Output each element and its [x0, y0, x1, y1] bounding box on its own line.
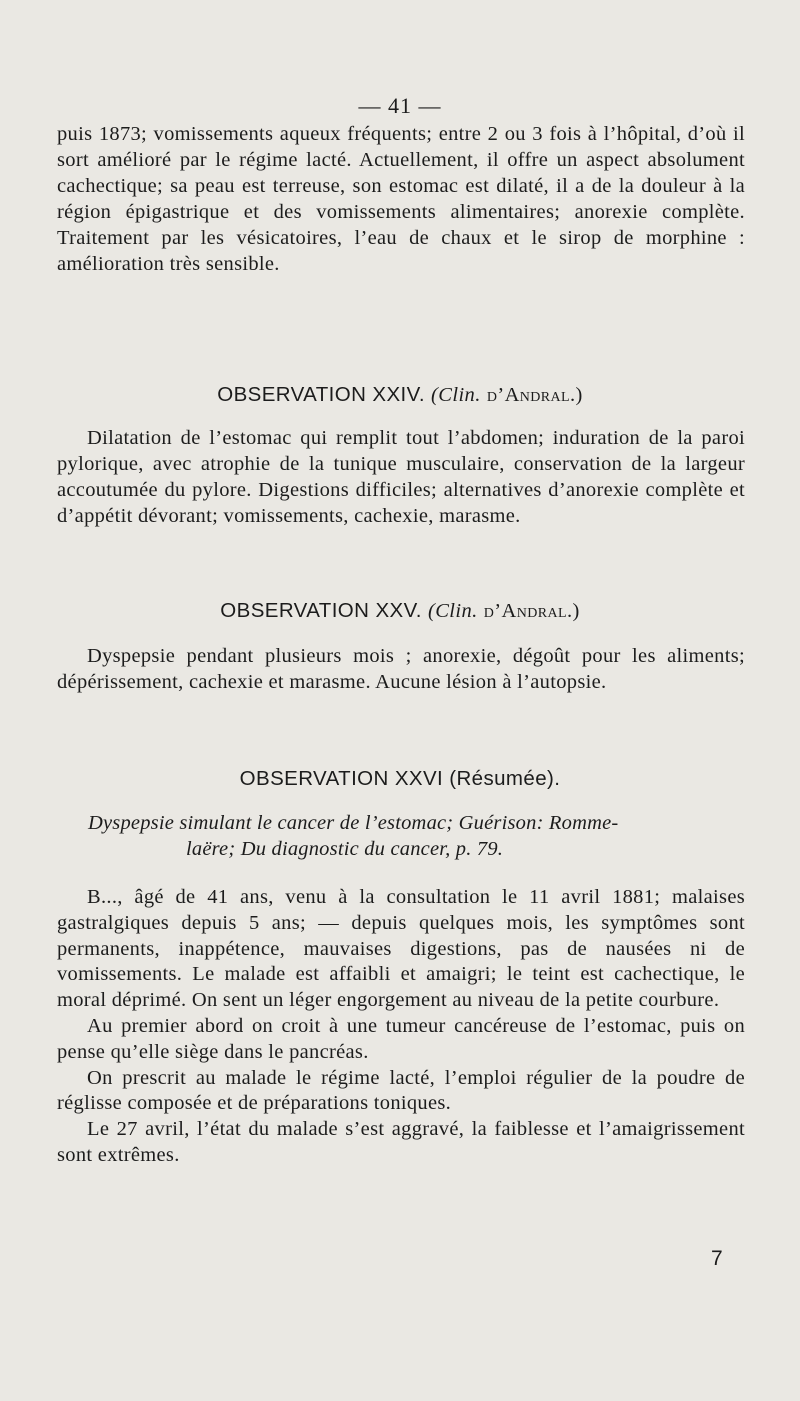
observation-26-reference — [88, 810, 746, 862]
observation-24-heading — [0, 383, 800, 407]
observation-26-paragraph-4: Le 27 avril, l’état du malade s’est aggravé, la faiblesse et l’amaigrissement sont extrêmes. — [57, 1118, 745, 1166]
observation-26-title: OBSERVATION XXVI (Résumée). — [239, 767, 561, 790]
observation-25-block — [57, 643, 745, 695]
observation-24-clin: (Clin. — [431, 384, 481, 406]
observation-25-clin: (Clin. — [428, 600, 478, 622]
observation-24-title: OBSERVATION XXIV. — [217, 383, 425, 406]
page-number: — 41 — — [358, 93, 442, 118]
intro-paragraph-block — [57, 121, 745, 277]
observation-25-title: OBSERVATION XXV. — [220, 599, 422, 622]
observation-25-heading — [0, 599, 800, 623]
observation-26-reference-line2: laëre; Du diagnostic du cancer, p. 79. — [186, 838, 504, 860]
observation-26-case-block — [57, 885, 745, 1169]
observation-26-reference-line1: Dyspepsie simulant le cancer de l’estomac; Guérison: Romme- — [88, 812, 619, 834]
observation-26-heading — [0, 767, 800, 791]
signature-mark: 7 — [711, 1247, 723, 1270]
observation-24-author: d’Andral.) — [486, 384, 583, 406]
observation-24-body: Dilatation de l’estomac qui remplit tout l’abdomen; induration de la paroi pylorique, avec atrophie de la tunique musculaire, conservation de la largeur accoutumée du pylore. Digestions difficiles; alternatives d’anorexie complète et d’appétit dévorant; vomissements, cachexie, marasme. — [57, 427, 745, 527]
observation-25-body: Dyspepsie pendant plusieurs mois ; anorexie, dégoût pour les aliments; dépérissement, cachexie et marasme. Aucune lésion à l’autopsie. — [57, 645, 745, 693]
observation-26-paragraph-2: Au premier abord on croit à une tumeur cancéreuse de l’estomac, puis on pense qu’elle siège dans le pancréas. — [57, 1014, 745, 1063]
observation-24-block — [57, 425, 745, 529]
observation-26-paragraph-3: On prescrit au malade le régime lacté, l’emploi régulier de la poudre de réglisse composée et de préparations toniques. — [57, 1066, 745, 1115]
intro-paragraph: puis 1873; vomissements aqueux fréquents; entre 2 ou 3 fois à l’hôpital, d’où il sort amélioré par le régime lacté. Actuellement, il offre un aspect absolument cachectique; sa peau est terreuse, son estomac est dilaté, il a de la douleur à la région épigastrique et des vomissements alimentaires; anorexie complète. Traitement par les vésicatoires, l’eau de chaux et le sirop de morphine : amélioration très sensible. — [57, 123, 745, 275]
observation-25-author: d’Andral.) — [483, 600, 580, 622]
observation-26-paragraph-1: B..., âgé de 41 ans, venu à la consultation le 11 avril 1881; malaises gastralgiques depuis 5 ans; — depuis quelques mois, les symptômes sont permanents, inappétence, mauvaises digestions, pas de nausées ni de vomissements. Le malade est affaibli et amaigri; le teint est cachectique, le moral déprimé. On sent un léger engorgement au niveau de la petite courbure. — [57, 886, 745, 1012]
